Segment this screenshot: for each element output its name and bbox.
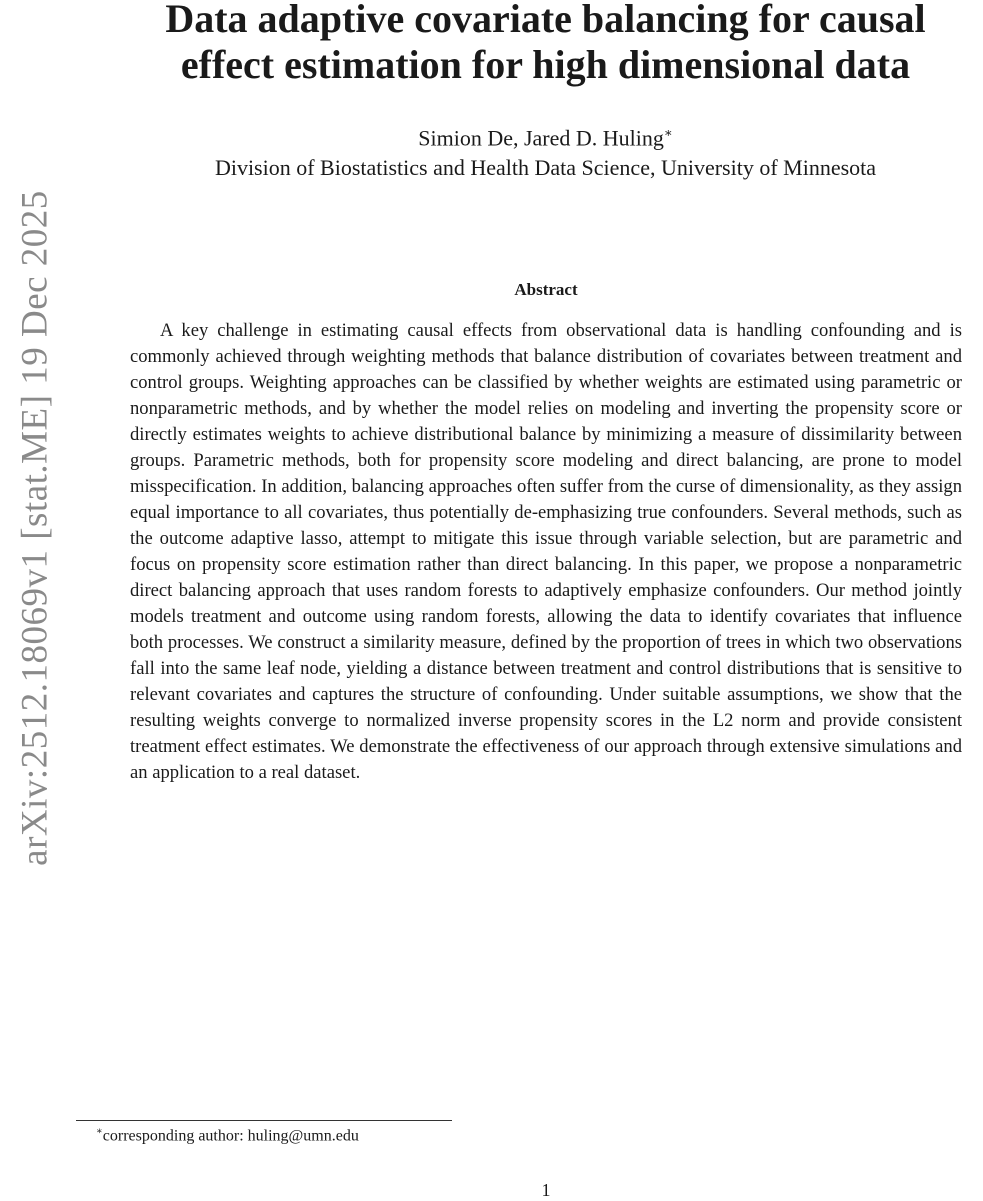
affiliation: Division of Biostatistics and Health Data Science, University of Minnesota [214, 155, 877, 180]
title-line-2: effect estimation for high dimensional data [180, 42, 911, 87]
authors-text: Simion De, Jared D. Huling [418, 125, 664, 151]
author-list [108, 117, 983, 154]
paper-title [108, 0, 983, 88]
footnote-text: corresponding author: huling@umn.edu [102, 1127, 359, 1145]
footnote-divider [76, 1120, 452, 1121]
abstract-heading: Abstract [514, 280, 578, 299]
footnote [96, 1126, 359, 1145]
author-footnote-marker: ∗ [663, 125, 673, 140]
arxiv-identifier-stamp: arXiv:2512.18069v1 [stat.ME] 19 Dec 2025 [14, 190, 56, 866]
abstract-body: A key challenge in estimating causal effects from observational data is handling confounding and is commonly achieved through weighting methods that balance distribution of covariates between treatment and control groups. Weighting approaches can be classified by whether weights are estimated using parametric or nonparametric methods, and by whether the model relies on modeling and inverting the propensity score or directly estimates weights to achieve distributional balance by minimizing a measure of dissimilarity between groups. Parametric methods, both for propensity score modeling and direct balancing, are prone to model misspecification. In addition, balancing approaches often suffer from the curse of dimensionality, as they assign equal importance to all covariates, thus potentially de-emphasizing true confounders. Several methods, such as the outcome adaptive lasso, attempt to mitigate this issue through variable selection, but are parametric and focus on propensity score estimation rather than direct balancing. In this paper, we propose a nonparametric direct balancing approach that uses random forests to adaptively emphasize confounders. Our method jointly models treatment and outcome using random forests, allowing the data to identify covariates that influence both processes. We construct a similarity measure, defined by the proportion of trees in which two observations fall into the same leaf node, yielding a distance between treatment and control distributions that is sensitive to relevant covariates and captures the structure of confounding. Under suitable assumptions, we show that the resulting weights converge to normalized inverse propensity scores in the L2 norm and provide consistent treatment effect estimates. We demonstrate the effectiveness of our approach through extensive simulations and an application to a real dataset. [130, 320, 962, 783]
title-line-1: Data adaptive covariate balancing for causal [165, 0, 926, 41]
footnote-marker: ∗ [96, 1126, 103, 1137]
page-number: 1 [541, 1180, 551, 1200]
